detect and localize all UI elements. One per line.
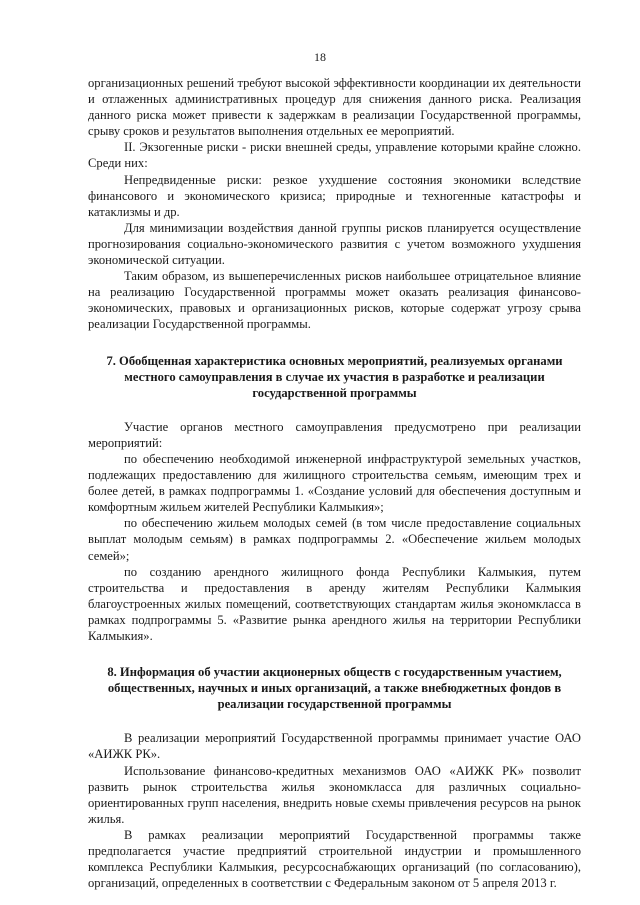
- section-7-heading: 7. Обобщенная характеристика основных мероприятий, реализуемых органами местного самоуправления в случае их участия в разработке и реализации государственной программы: [106, 353, 563, 400]
- paragraph-continued: организационных решений требуют высокой эффективности координации их деятельности и отлаженных административных процедур для снижения данного риска. Реализация данного риска может привести к задержкам в реализации Государственной программы, срыву сроков и результатов выполнения отдельных ее мероприятий.: [88, 76, 581, 139]
- paragraph-risk-summary: Таким образом, из вышеперечисленных рисков наибольшее отрицательное влияние на реализацию Государственной программы может оказать реализация финансово-экономических, правовых и организационных рисков, которые содержат угрозу срыва реализации Государственной программы.: [88, 269, 581, 332]
- spacer: [88, 644, 581, 664]
- spacer: [88, 401, 581, 419]
- section-7-paragraph: по обеспечению необходимой инженерной инфраструктурой земельных участков, подлежащих предоставлению для жилищного строительства семьям, имеющим трех и более детей, в рамках подпрограммы 1. «Создание условий для обеспечения доступным и комфортным жильем жителей Республики Калмыкия»;: [88, 451, 581, 515]
- section-8-heading: 8. Информация об участии акционерных обществ с государственным участием, общественных, научных и иных организаций, а также внебюджетных фондов в реализации государственной программы: [107, 665, 562, 712]
- section-8-paragraph: В реализации мероприятий Государственной программы принимает участие ОАО «АИЖК РК».: [88, 731, 581, 762]
- spacer: [88, 333, 581, 353]
- section-7-paragraph: по обеспечению жильем молодых семей (в том числе предоставление социальных выплат молодым семьям) в рамках подпрограммы 2. «Обеспечение жильем молодых семей»;: [88, 516, 581, 563]
- section-7-paragraph: Участие органов местного самоуправления предусмотрено при реализации мероприятий:: [88, 419, 581, 450]
- section-8-paragraph: Использование финансово-кредитных механизмов ОАО «АИЖК РК» позволит развить рынок строительства жилья экономкласса для различных социально-ориентированных групп населения, внедрить новые схемы привлечения ресурсов на рынок жилья.: [88, 763, 581, 826]
- spacer: [88, 712, 581, 730]
- section-8-paragraph: В рамках реализации мероприятий Государственной программы также предполагается участие предприятий строительной индустрии и промышленного комплекса Республики Калмыкия, ресурсоснабжающих организаций (по согласованию), организаций, определенных в соответствии с Федеральным законом от 5 апреля 2013 г.: [88, 827, 581, 891]
- page-number: 18: [314, 50, 326, 64]
- section-7-paragraph: по созданию арендного жилищного фонда Республики Калмыкия, путем строительства и предоставления в аренду жителям Республики Калмыкия благоустроенных жилых помещений, соответствующих стандартам жилья экономкласса в рамках подпрограммы 5. «Развитие рынка арендного жилья на территории Республики Калмыкия».: [88, 564, 581, 643]
- paragraph-exogenous-risks: II. Экзогенные риски - риски внешней среды, управление которыми крайне сложно. Среди них:: [88, 140, 581, 171]
- document-body: [88, 75, 581, 891]
- paragraph-unforeseen-risks: Непредвиденные риски: резкое ухудшение состояния экономики вследствие финансового и экономического кризиса; природные и техногенные катастрофы и катаклизмы и др.: [88, 172, 581, 219]
- paragraph-risk-minimization: Для минимизации воздействия данной группы рисков планируется осуществление прогнозирования социально-экономического развития с учетом возможного ухудшения экономической ситуации.: [88, 220, 581, 268]
